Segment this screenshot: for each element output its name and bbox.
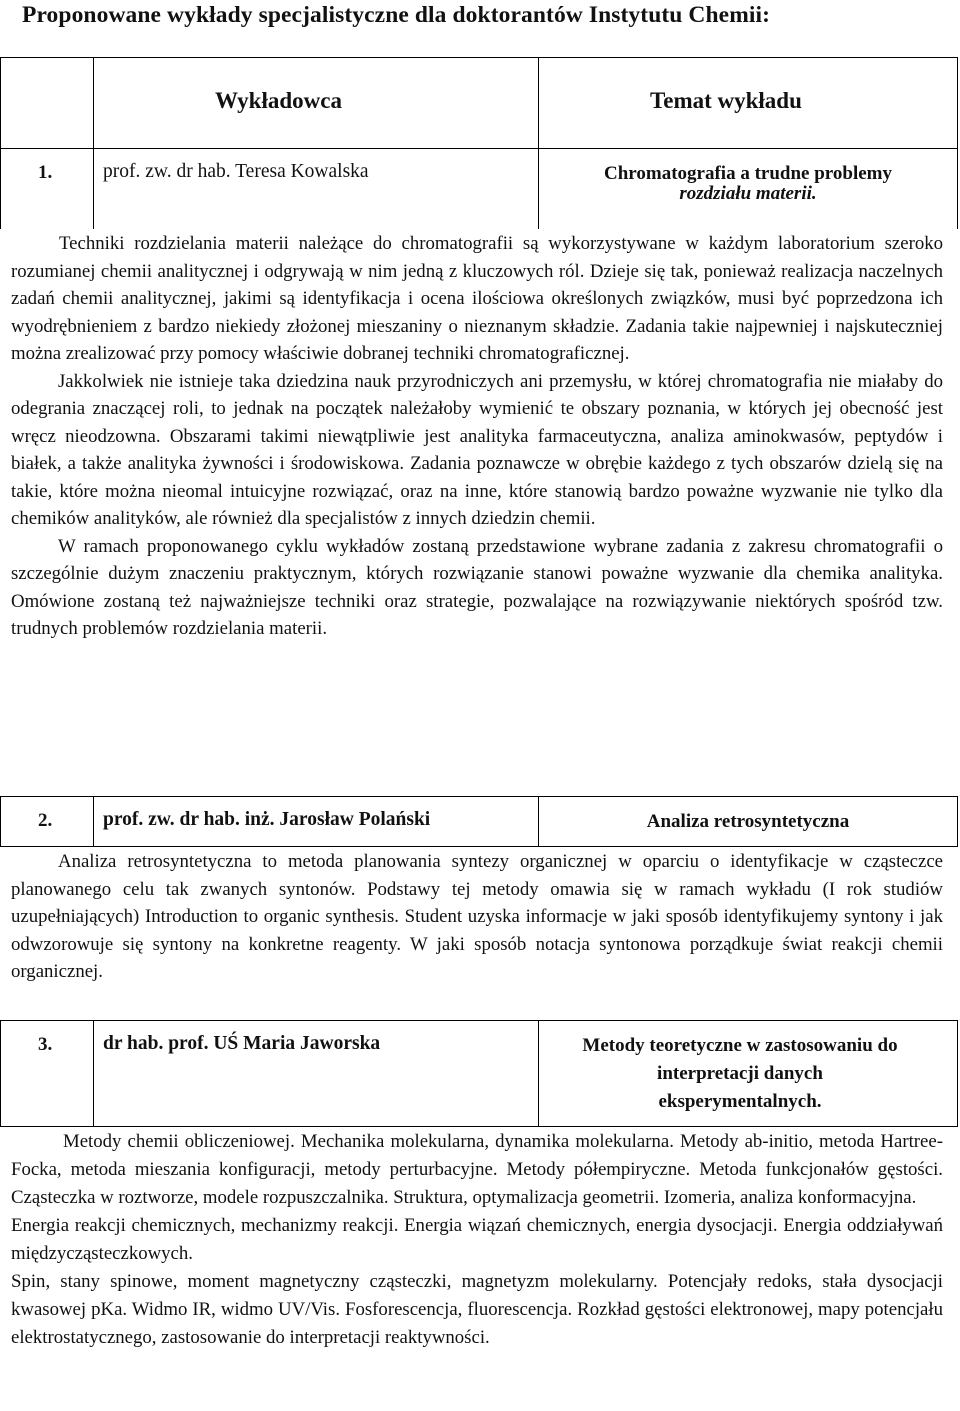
lecture-number: 1. (38, 162, 53, 183)
lecture-topic: Chromatografia a trudne problemy rozdziału materii. (604, 163, 892, 204)
lecturer-name: prof. zw. dr hab. Teresa Kowalska (103, 161, 369, 182)
table-border-left (0, 1020, 1, 1127)
lecture-topic: Analiza retrosyntetyczna (646, 811, 850, 832)
table-border-top (0, 57, 958, 58)
table-border-right (957, 1020, 958, 1127)
row-divider (0, 796, 958, 797)
lecture-topic: Metody teoretyczne w zastosowaniu do interpretacji danych eksperymentalnych. (582, 1035, 898, 1112)
lecture-description: Analiza retrosyntetyczna to metoda planowania syntezy organicznej w oparciu o identyfikacje w cząsteczce planowanego celu tak zwanych syntonów. Podstawy tej metody omawia się w ramach wykładu (I rok studiów uzupełniających) Introduction to organic synthesis. Student uzyska informacje w jaki sposób identyfikujemy syntony i jak odwzorowuje się syntony na konkretne reagenty. W jaki sposób notacja syntonowa porządkuje świat reakcji chemii organicznej. (11, 851, 943, 982)
lecturer-name: dr hab. prof. UŚ Maria Jaworska (103, 1033, 381, 1054)
lecture-description: Metody chemii obliczeniowej. Mechanika molekularna, dynamika molekularna. Metody ab-initio, metoda Hartree-Focka, metoda mieszania konfiguracji, metody perturbacyjne. Metody półempiryczne. Metoda funkcjonałów gęstości. Cząsteczka w roztworze, modele rozpuszczalnika. Struktura, optymalizacja geometrii. Izomeria, analiza konformacyjna. Energia reakcji chemicznych, mechanizmy reakcji. Energia wiązań chemicznych, energia dysocjacji. Energia oddziaływań międzycząsteczkowych. Spin, stany spinowe, moment magnetyczny cząsteczki, magnetyzm molekularny. Potencjały redoks, stała dysocjacji kwasowej pKa. Widmo IR, widmo UV/Vis. Fosforescencja, fluorescencja. Rozkład gęstości elektronowej, mapy potencjału elektrostatycznego, zastosowanie do interpretacji reaktywności. (11, 1131, 943, 1348)
table-border-left (0, 57, 1, 229)
column-divider (93, 1020, 94, 1127)
row-divider (0, 1126, 958, 1127)
row-divider (0, 1020, 958, 1021)
column-header-lecturer: Wykładowca (215, 88, 342, 113)
column-header-topic: Temat wykładu (650, 88, 802, 113)
lecturer-name: prof. zw. dr hab. inż. Jarosław Polański (103, 809, 431, 830)
row-divider (0, 846, 958, 847)
lecture-description: Techniki rozdzielania materii należące do chromatografii są wykorzystywane w każdym laboratorium szeroko rozumianej chemii analitycznej i odgrywają w nim jedną z kluczowych ról. Dzieje się tak, ponieważ realizacja naczelnych zadań chemii analitycznej, jakimi są identyfikacja i ocena ilościowa określonych związków, musi być poprzedzona ich wyodrębnieniem z bardzo niekiedy złożonej mieszaniny o nieznanym składzie. Zadania takie najpewniej i najskuteczniej można zrealizować przy pomocy właściwie dobranej techniki chromatograficznej. Jakkolwiek nie istnieje taka dziedzina nauk przyrodniczych ani przemysłu, w której chromatografia nie miałaby do odegrania znaczącej roli, to jednak na początek należałoby wymienić te obszary poznania, w których jej obecność jest wręcz nieodzowna. Obszarami takimi niewątpliwie jest analityka farmaceutyczna, analiza aminokwasów, peptydów i białek, a także analityka żywności i środowiskowa. Zadania poznawcze w obrębie każdego z tych obszarów dzielą się na takie, które można nieomal intuicyjne rozwiązać, oraz na inne, które stanowią bardzo poważne wyzwanie nie tylko dla chemików analityków, ale również dla specjalistów z innych dziedzin chemii. W ramach proponowanego cyklu wykładów zostaną przedstawione wybrane zadania z zakresu chromatografii o szczególnie dużym znaczeniu praktycznym, których rozwiązanie stanowi poważne wyzwanie dla chemika analityka. Omówione zostaną też najważniejsze techniki oraz strategie, pozwalające na rozwiązywanie niektórych spośród tzw. trudnych problemów rozdzielania materii. (11, 233, 943, 639)
lecture-number: 3. (38, 1034, 53, 1055)
column-divider (93, 57, 94, 229)
lecture-number: 2. (38, 810, 53, 831)
column-divider (93, 796, 94, 847)
table-border-right (957, 57, 958, 229)
table-border-left (0, 796, 1, 847)
page-title: Proponowane wykłady specjalistyczne dla doktorantów Instytutu Chemii: (22, 2, 771, 28)
table-border-right (957, 796, 958, 847)
row-divider (0, 148, 958, 149)
